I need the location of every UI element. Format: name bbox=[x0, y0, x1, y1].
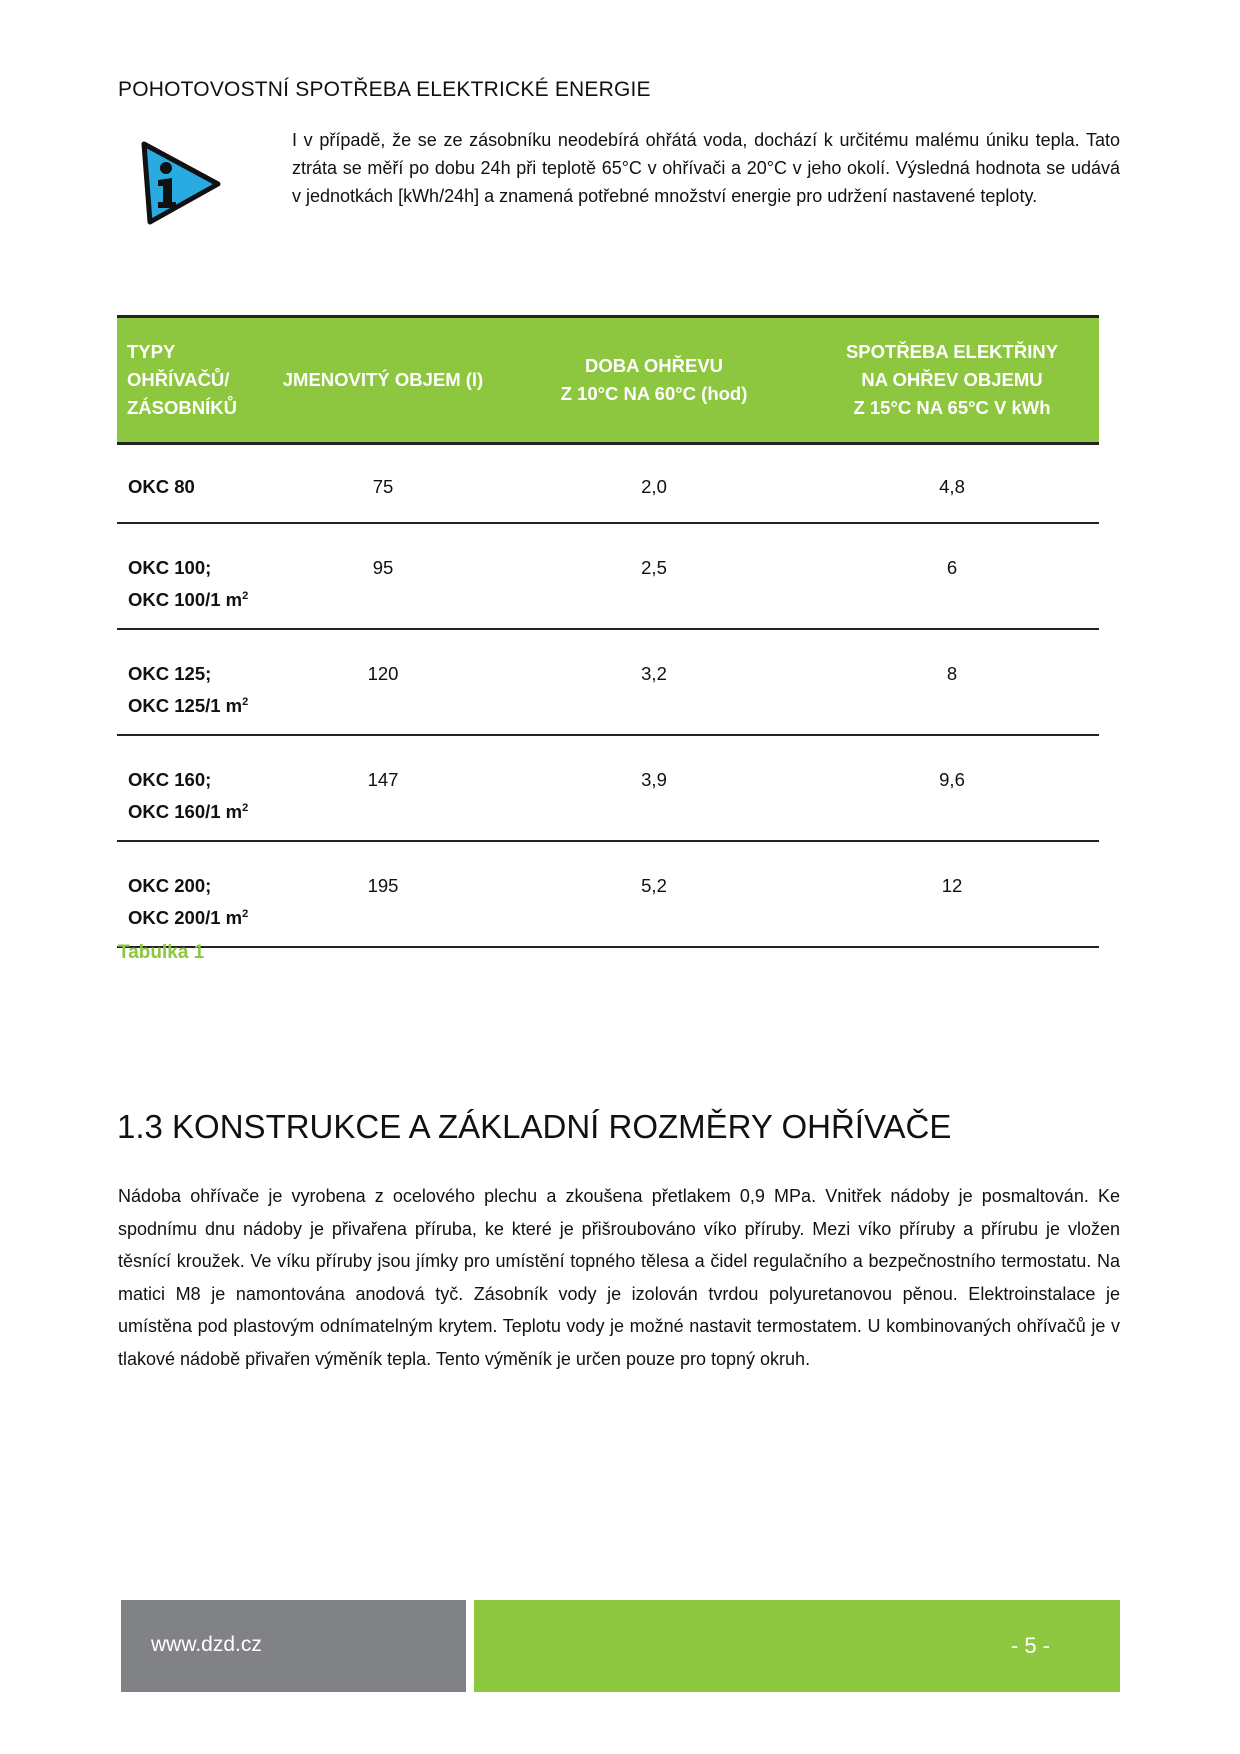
data-table bbox=[117, 315, 1099, 948]
cell-type: OKC 125; OKC 125/1 $m^2$ bbox=[117, 629, 263, 735]
cell-type: OKC 80 bbox=[117, 444, 263, 524]
table-row bbox=[117, 523, 1099, 629]
cell-consumption: 8 bbox=[805, 629, 1099, 735]
page-number: - 5 - bbox=[1010, 1633, 1050, 1658]
cell-heating-time: 3,9 bbox=[503, 735, 805, 841]
header-consumption: SPOTŘEBA ELEKTŘINY NA OHŘEV OBJEMU Z 15°C NA 65°C V kWh bbox=[805, 317, 1099, 444]
section-heading: 1.3 KONSTRUKCE A ZÁKLADNÍ ROZMĚRY OHŘÍVAČE bbox=[117, 1108, 952, 1145]
cell-type: OKC 100; OKC 100/1 $m^2$ bbox=[117, 523, 263, 629]
cell-type: OKC 160; OKC 160/1 $m^2$ bbox=[117, 735, 263, 841]
cell-consumption: 6 bbox=[805, 523, 1099, 629]
cell-heating-time: 2,5 bbox=[503, 523, 805, 629]
cell-heating-time: 2,0 bbox=[503, 444, 805, 524]
cell-heating-time: 5,2 bbox=[503, 841, 805, 947]
header-volume: JMENOVITÝ OBJEM (l) bbox=[263, 317, 503, 444]
table-row bbox=[117, 841, 1099, 947]
info-paragraph: I v případě, že se ze zásobníku neodebírá ohřátá voda, dochází k určitému malému úniku tepla. Tato ztráta se měří po dobu 24h při teplotě 65°C v ohřívači a 20°C v jeho okolí. Výsledná hodnota se udává v jednotkách [kWh/24h] a znamená potřebné množství energie pro udržení nastavené teploty. bbox=[292, 130, 1120, 206]
cell-volume: 75 bbox=[263, 444, 503, 524]
cell-volume: 195 bbox=[263, 841, 503, 947]
cell-volume: 95 bbox=[263, 523, 503, 629]
table-row bbox=[117, 444, 1099, 524]
footer-website: www.dzd.cz bbox=[151, 1633, 262, 1656]
header-types: TYPY OHŘÍVAČŮ/ ZÁSOBNÍKŮ bbox=[117, 317, 263, 444]
cell-type: OKC 200; OKC 200/1 $m^2$ bbox=[117, 841, 263, 947]
cell-volume: 147 bbox=[263, 735, 503, 841]
cell-consumption: 9,6 bbox=[805, 735, 1099, 841]
footer-page-panel bbox=[474, 1600, 1120, 1692]
table-row bbox=[117, 735, 1099, 841]
cell-heating-time: 3,2 bbox=[503, 629, 805, 735]
info-icon bbox=[138, 140, 222, 226]
cell-volume: 120 bbox=[263, 629, 503, 735]
table-header-row bbox=[117, 317, 1099, 444]
header-heating-time: DOBA OHŘEVU Z 10°C NA 60°C (hod) bbox=[503, 317, 805, 444]
footer-website-panel bbox=[121, 1600, 466, 1692]
table-caption: Tabulka 1 bbox=[118, 942, 205, 963]
body-paragraph: Nádoba ohřívače je vyrobena z ocelového plechu a zkoušena přetlakem 0,9 MPa. Vnitřek nádoby je posmaltován. Ke spodnímu dnu nádoby je přivařena příruba, ke které je přišroubováno víko příruby. Mezi víko příruby a přírubu je vložen těsnící kroužek. Ve víku příruby jsou jímky pro umístění topného tělesa a čidel regulačního a bezpečnostního termostatu. Na matici M8 je namontována anodová tyč. Zásobník vody je izolován tvrdou polyuretanovou pěnou. Elektroinstalace je umístěna pod plastovým odnímatelným krytem. Teplotu vody je možné nastavit termostatem. U kombinovaných ohřívačů je v tlakové nádobě přivařen výměník tepla. Tento výměník je určen pouze pro topný okruh. bbox=[118, 1186, 1120, 1369]
cell-consumption: 4,8 bbox=[805, 444, 1099, 524]
table-row bbox=[117, 629, 1099, 735]
cell-consumption: 12 bbox=[805, 841, 1099, 947]
section-title: POHOTOVOSTNÍ SPOTŘEBA ELEKTRICKÉ ENERGIE bbox=[118, 78, 651, 101]
